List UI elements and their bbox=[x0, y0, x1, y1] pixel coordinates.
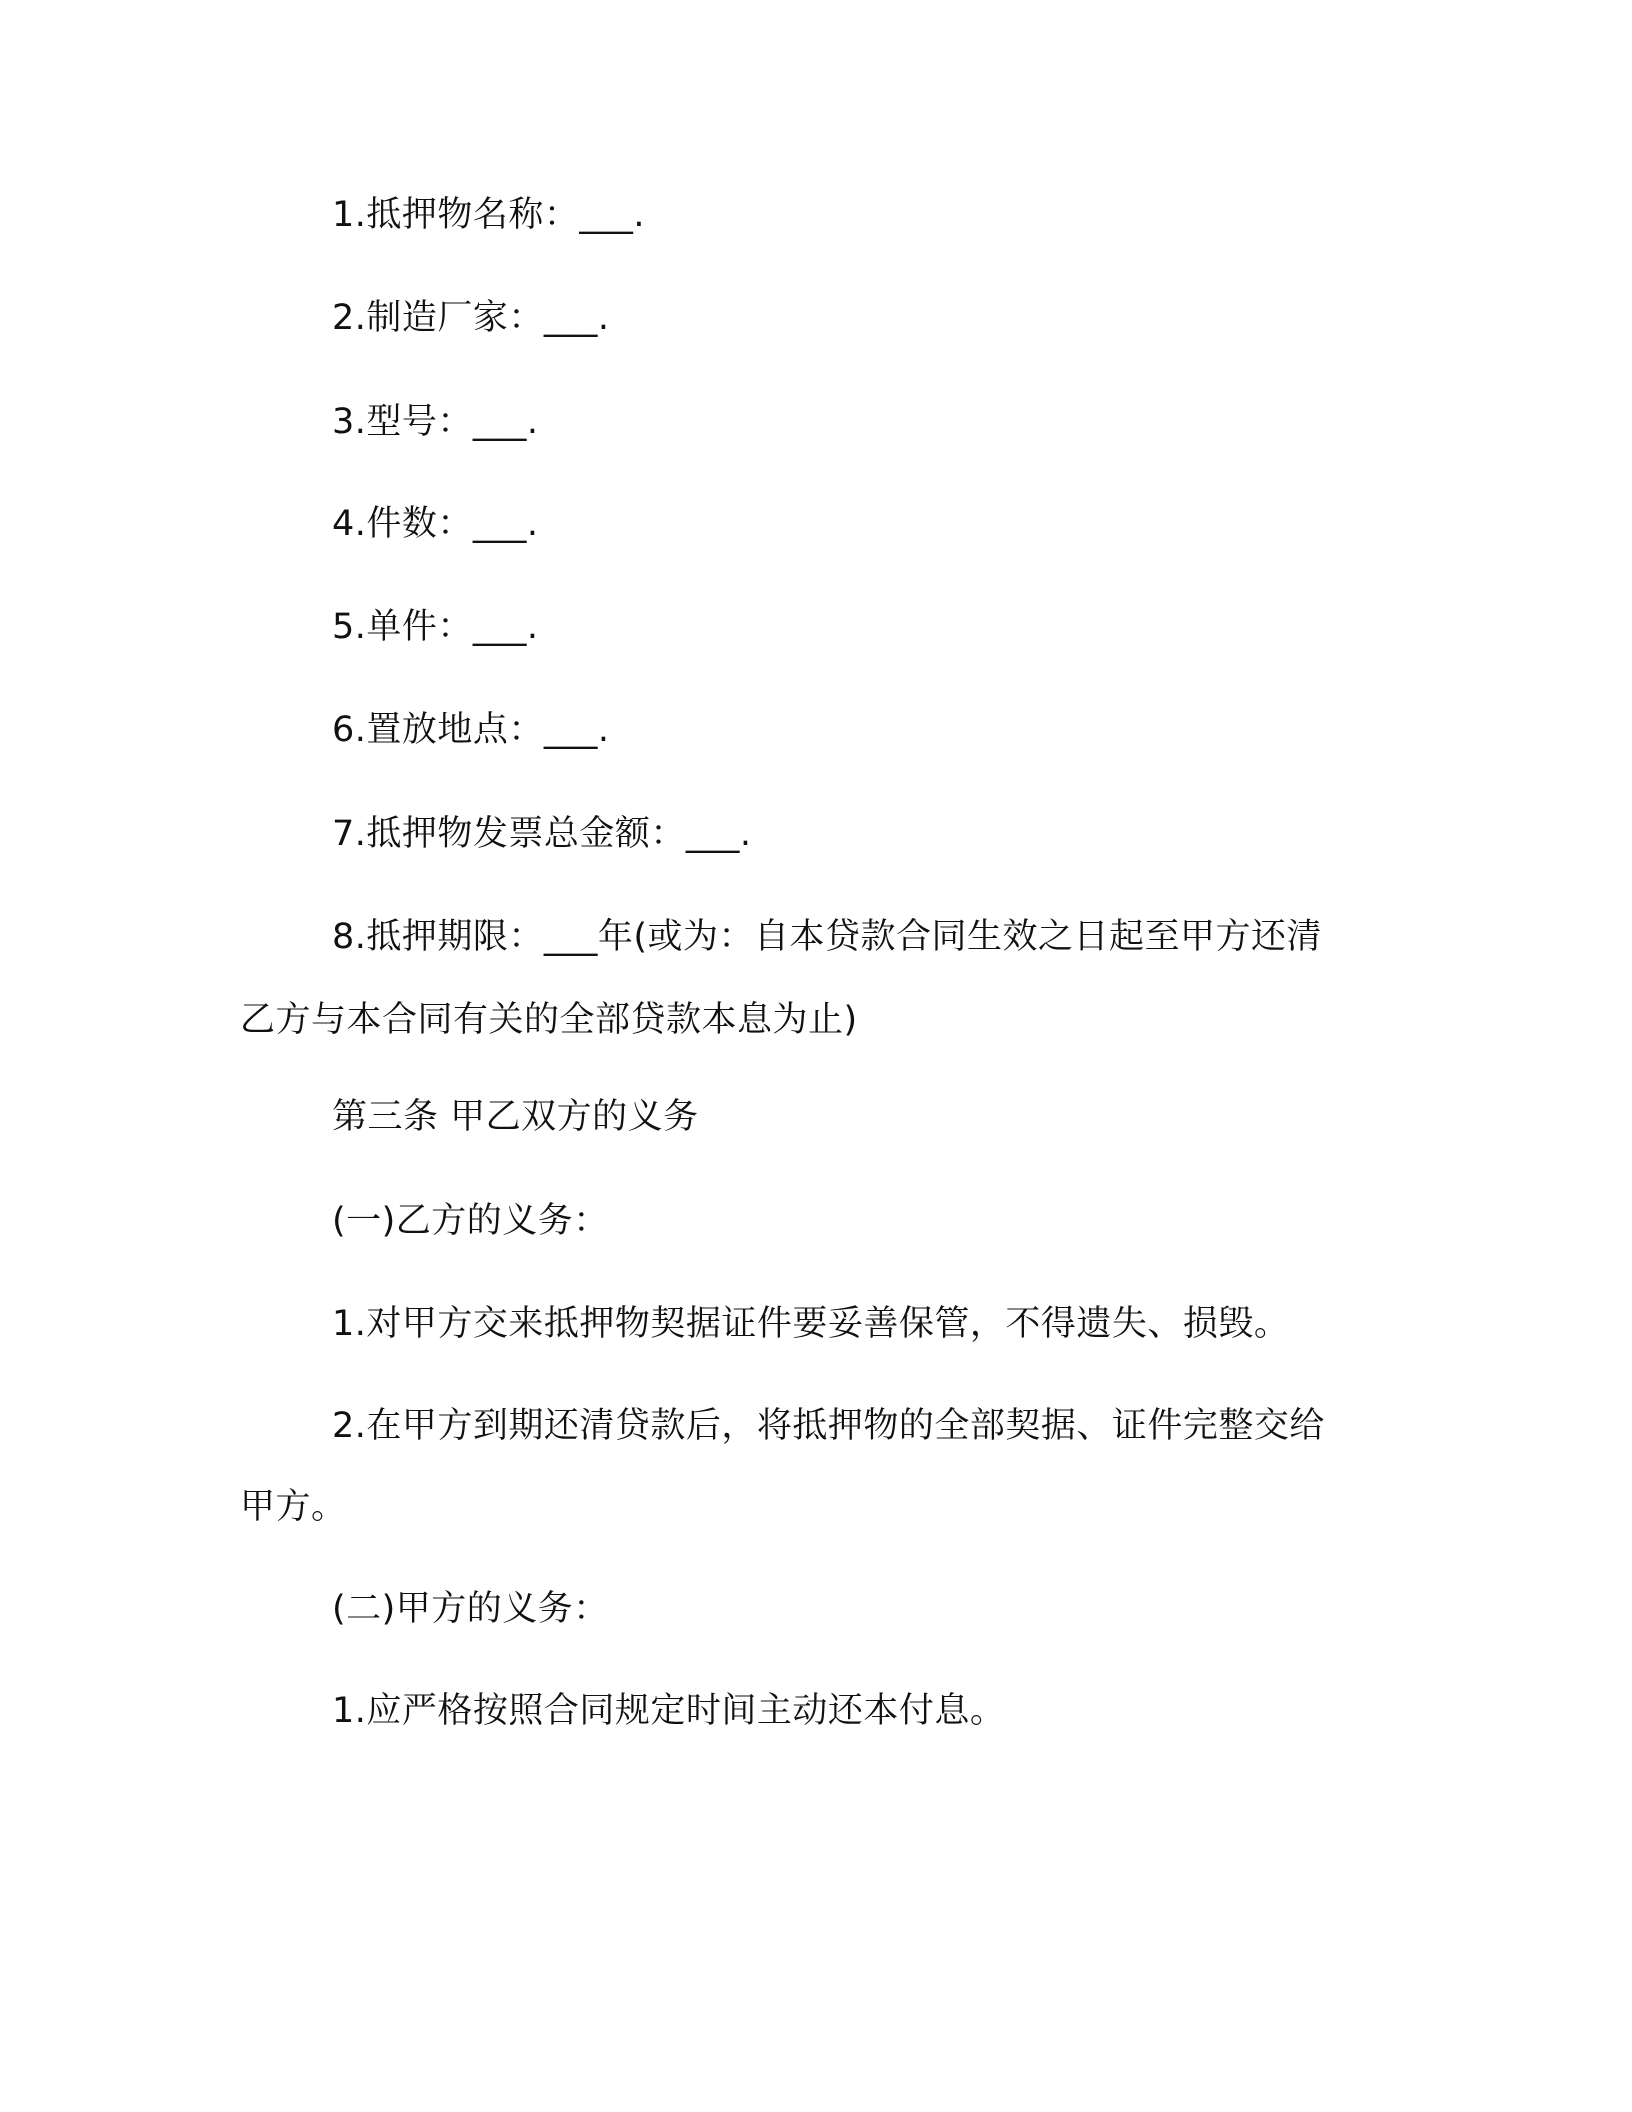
party-b-obligation-2: 2.在甲方到期还清贷款后，将抵押物的全部契据、证件完整交给 bbox=[332, 1406, 1325, 1446]
item-invoice-amount: 7.抵押物发票总金额：___. bbox=[332, 814, 752, 854]
item-mortgage-term-continued: 乙方与本合同有关的全部贷款本息为止) bbox=[240, 1000, 858, 1040]
article-three-heading: 第三条 甲乙双方的义务 bbox=[332, 1097, 699, 1137]
party-a-obligation-1: 1.应严格按照合同规定时间主动还本付息。 bbox=[332, 1691, 1006, 1731]
item-location: 6.置放地点：___. bbox=[332, 710, 610, 750]
item-manufacturer: 2.制造厂家：___. bbox=[332, 298, 610, 338]
item-quantity: 4.件数：___. bbox=[332, 504, 539, 544]
party-a-obligations-heading: (二)甲方的义务： bbox=[332, 1589, 609, 1629]
party-b-obligations-heading: (一)乙方的义务： bbox=[332, 1201, 609, 1241]
item-mortgage-term: 8.抵押期限：___年(或为：自本贷款合同生效之日起至甲方还清 bbox=[332, 917, 1323, 957]
item-unit: 5.单件：___. bbox=[332, 607, 539, 647]
party-b-obligation-1: 1.对甲方交来抵押物契据证件要妥善保管，不得遗失、损毁。 bbox=[332, 1304, 1290, 1344]
item-collateral-name: 1.抵押物名称：___. bbox=[332, 195, 646, 235]
item-model: 3.型号：___. bbox=[332, 402, 539, 442]
party-b-obligation-2-continued: 甲方。 bbox=[240, 1487, 347, 1527]
